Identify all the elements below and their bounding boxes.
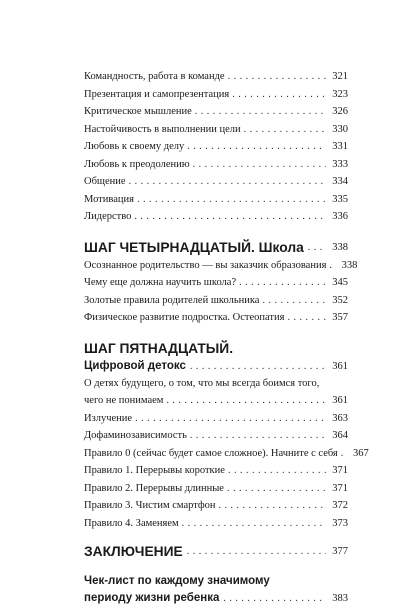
chapter-heading: ЗАКЛЮЧЕНИЕ — [84, 544, 183, 559]
toc-entry[interactable] — [84, 480, 348, 498]
dot-leader — [262, 292, 326, 310]
dot-leader — [166, 392, 326, 410]
toc-entry[interactable] — [84, 191, 348, 209]
toc-entry[interactable] — [84, 462, 348, 480]
chapter-heading-line1[interactable]: ШАГ ПЯТНАДЦАТЫЙ. — [84, 340, 234, 356]
toc-entry-page: 352 — [332, 294, 348, 306]
dot-leader — [129, 173, 326, 191]
dot-leader — [190, 358, 326, 375]
toc-entry-title: Чему еще должна научить школа? — [84, 277, 237, 288]
toc-entry-title: Мотивация — [84, 193, 134, 205]
toc-entry-page: 372 — [332, 500, 348, 511]
toc-entry[interactable] — [84, 156, 348, 174]
toc-entry-title: Осознанное родительство — вы заказчик образования — [84, 259, 327, 271]
toc-entry-page: 321 — [332, 71, 348, 82]
toc-entry[interactable] — [84, 68, 348, 86]
toc-entry[interactable] — [84, 208, 348, 226]
dot-leader — [232, 86, 326, 104]
dot-leader — [244, 121, 326, 139]
toc-entry[interactable] — [84, 103, 348, 121]
toc-entry-title: Излучение — [84, 412, 133, 424]
toc-entry-page: 367 — [353, 447, 369, 459]
dot-leader — [219, 497, 326, 515]
toc-entry-title: Правило 3. Чистим смартфон — [84, 500, 216, 511]
table-of-contents — [84, 68, 369, 607]
dot-leader — [287, 309, 326, 327]
dot-leader — [227, 480, 326, 498]
toc-entry[interactable] — [84, 410, 348, 428]
toc-entry-page: 326 — [332, 106, 348, 117]
toc-entry-title: Правило 4. Заменяем — [84, 517, 179, 529]
toc-entry-page: 364 — [332, 430, 348, 441]
toc-entry-page: 323 — [332, 88, 348, 100]
toc-entry-title: Любовь к своему делу — [84, 141, 185, 152]
toc-entry-page: 338 — [341, 259, 358, 271]
toc-entry-title: Лидерство — [84, 211, 132, 222]
toc-entry[interactable] — [84, 274, 348, 292]
toc-entry-page: 345 — [332, 277, 348, 288]
dot-leader — [134, 208, 326, 226]
dot-leader — [329, 257, 335, 275]
toc-entry[interactable] — [84, 445, 369, 463]
toc-entry-title: чего не понимаем — [84, 395, 164, 406]
toc-entry-title: Дофаминозависимость — [84, 430, 187, 441]
checklist-heading-line1[interactable]: Чек-лист по каждому значимому — [84, 575, 270, 587]
toc-entry-page: 371 — [332, 465, 348, 476]
dot-leader — [135, 410, 326, 428]
chapter-page: 338 — [332, 241, 348, 253]
toc-entry[interactable] — [84, 497, 348, 515]
toc-entry[interactable] — [84, 292, 348, 310]
toc-entry-title: Общение — [84, 176, 126, 187]
toc-entry-page: 330 — [332, 123, 348, 135]
toc-entry-title: Любовь к преодолению — [84, 158, 190, 170]
toc-entry[interactable] — [84, 173, 348, 191]
dot-leader — [187, 138, 326, 156]
checklist-heading-line2: периоду жизни ребенка — [84, 592, 220, 604]
dot-leader — [228, 68, 326, 86]
dot-leader — [223, 590, 326, 607]
toc-entry[interactable] — [84, 515, 348, 533]
toc-entry[interactable] — [84, 427, 348, 445]
toc-entry-page: 371 — [332, 482, 348, 494]
dot-leader — [137, 191, 326, 209]
toc-entry-page: 357 — [332, 312, 348, 323]
chapter-page: 383 — [332, 593, 348, 604]
toc-entry-page: 331 — [332, 141, 348, 152]
toc-entry[interactable] — [84, 121, 348, 139]
toc-entry-line2[interactable] — [84, 392, 348, 410]
dot-leader — [308, 238, 326, 257]
toc-entry-title: Правило 2. Перерывы длинные — [84, 482, 224, 494]
toc-entry-title: Критическое мышление — [84, 106, 192, 117]
toc-entry-title: Командность, работа в команде — [84, 71, 225, 82]
toc-entry[interactable] — [84, 257, 358, 275]
toc-entry[interactable] — [84, 309, 348, 327]
dot-leader — [193, 156, 326, 174]
toc-entry-title: Золотые правила родителей школьника — [84, 294, 260, 306]
dot-leader — [195, 103, 326, 121]
toc-chapter-step15[interactable] — [84, 358, 348, 375]
toc-chapter-step14[interactable] — [84, 238, 348, 257]
toc-entry-title: Презентация и самопрезентация — [84, 88, 230, 100]
dot-leader — [187, 542, 326, 561]
toc-entry-page: 373 — [332, 517, 348, 529]
toc-entry-title: Правило 1. Перерывы короткие — [84, 465, 225, 476]
toc-entry-page: 336 — [332, 211, 348, 222]
dot-leader — [228, 462, 326, 480]
toc-entry[interactable] — [84, 86, 348, 104]
toc-entry-page: 361 — [332, 395, 348, 406]
chapter-page: 361 — [332, 360, 348, 372]
toc-entry-line1[interactable] — [84, 375, 348, 393]
toc-entry-page: 333 — [332, 158, 348, 170]
toc-entry[interactable] — [84, 138, 348, 156]
toc-entry-title: Настойчивость в выполнении цели — [84, 123, 241, 135]
toc-entry-page: 335 — [332, 193, 348, 205]
chapter-subheading: Цифровой детокс — [84, 359, 186, 372]
toc-entry-page: 363 — [332, 412, 348, 424]
chapter-heading: ШАГ ЧЕТЫРНАДЦАТЫЙ. Школа — [84, 239, 304, 255]
dot-leader — [190, 427, 326, 445]
chapter-page: 377 — [332, 546, 348, 557]
dot-leader — [182, 515, 326, 533]
toc-entry-title: О детях будущего, о том, что мы всегда боимся того, — [84, 377, 320, 389]
dot-leader — [239, 274, 326, 292]
toc-entry-title: Правило 0 (сейчас будет самое сложное). Начните с себя — [84, 447, 338, 459]
dot-leader — [341, 445, 347, 463]
toc-chapter-conclusion[interactable] — [84, 542, 348, 561]
toc-entry-page: 334 — [332, 176, 348, 187]
toc-chapter-checklist[interactable] — [84, 590, 348, 607]
toc-entry-title: Физическое развитие подростка. Остеопатия — [84, 312, 285, 323]
